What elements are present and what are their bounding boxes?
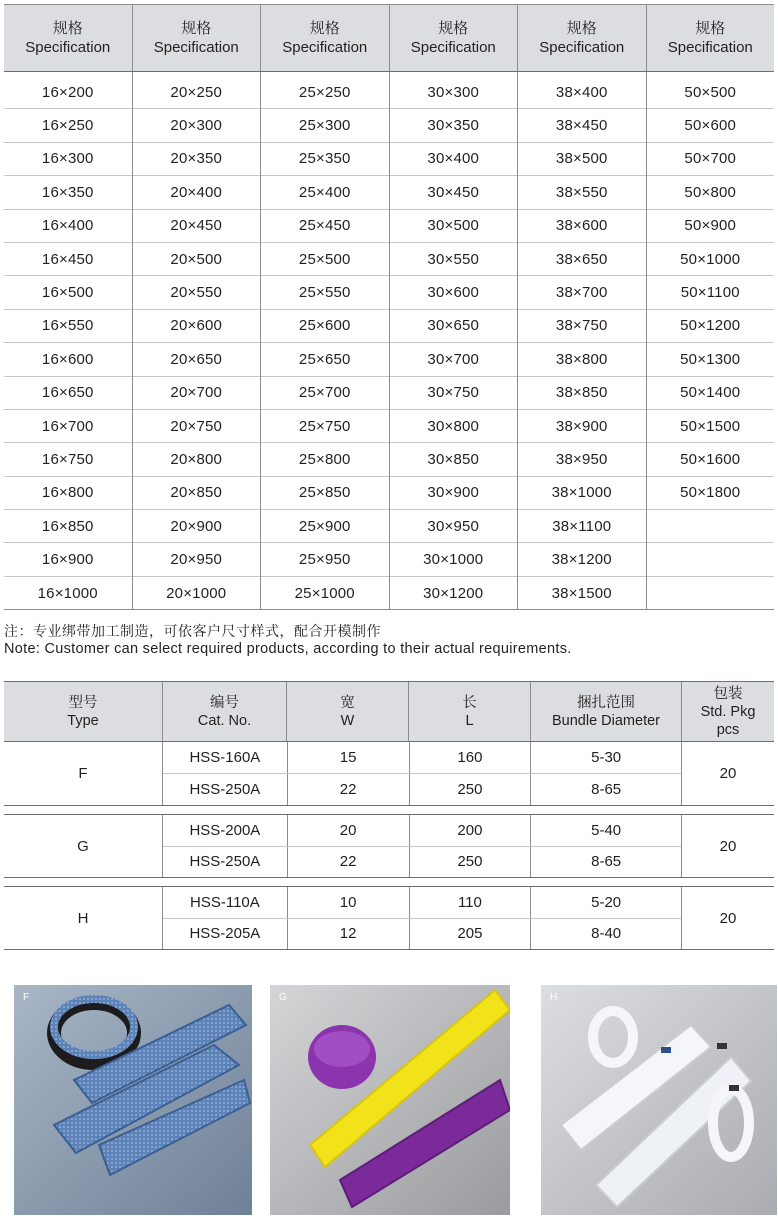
header-type-cn: 型号 [68, 694, 98, 711]
spec-cell: 50×1500 [647, 410, 775, 443]
spec-cell: 50×700 [647, 143, 775, 176]
spec-cell: 25×600 [261, 310, 389, 343]
spec-cell: 38×1100 [518, 510, 646, 543]
header-pkg-en: Std. Pkg [700, 703, 756, 720]
spec-column [132, 72, 261, 610]
spec-cell: 25×550 [261, 276, 389, 309]
cat-no-cell: HSS-250A [189, 781, 261, 798]
header-std-pkg [681, 682, 774, 741]
spec-cell: 30×600 [390, 276, 518, 309]
type-cell: G [77, 837, 89, 855]
cat-no-cell: HSS-160A [189, 749, 261, 766]
std-pkg-cell: 20 [681, 742, 774, 805]
spec-cell: 16×500 [4, 276, 132, 309]
spec-cell: 38×500 [518, 143, 646, 176]
spec-cell: 25×250 [261, 76, 389, 109]
spec-cell: 20×550 [133, 276, 261, 309]
spec-header-cn: 规格 [438, 20, 469, 37]
table-row [163, 815, 681, 846]
spec-cell: 50×500 [647, 76, 775, 109]
spec-cell: 20×1000 [133, 577, 261, 610]
spec-cell: 25×700 [261, 377, 389, 410]
length-cell: 110 [409, 887, 531, 918]
spec-header-cell [132, 5, 261, 71]
product-photo-h [541, 985, 777, 1215]
spec-cell: 20×500 [133, 243, 261, 276]
header-length-cn: 长 [462, 694, 477, 711]
cat-no-cell: HSS-250A [189, 853, 261, 871]
spec-column [646, 72, 775, 610]
spec-cell: 16×850 [4, 510, 132, 543]
cat-no-cell: HSS-110A [190, 893, 260, 911]
spec-cell: 38×700 [518, 276, 646, 309]
header-pkg-unit: pcs [716, 721, 740, 738]
spec-cell: 25×750 [261, 410, 389, 443]
spec-cell: 38×850 [518, 377, 646, 410]
type-cell: H [77, 909, 89, 927]
spec-cell: 30×850 [390, 443, 518, 476]
spec-cell: 30×400 [390, 143, 518, 176]
spec-column [517, 72, 646, 610]
spec-header-cn: 规格 [309, 20, 340, 37]
spec-cell: 20×650 [133, 343, 261, 376]
spec-cell: 50×1800 [647, 477, 775, 510]
photo-h-image [541, 985, 777, 1215]
spec-header-cell [260, 5, 389, 71]
spec-header-en: Specification [282, 39, 368, 56]
spec-cell: 16×400 [4, 210, 132, 243]
product-photo-f [14, 985, 252, 1215]
spec-header-cn: 规格 [52, 20, 83, 37]
width-cell: 20 [287, 815, 409, 846]
specification-table [4, 4, 774, 610]
spec-cell: 50×1200 [647, 310, 775, 343]
spec-header-en: Specification [25, 39, 111, 56]
header-pkg-cn: 包装 [713, 685, 743, 702]
spec-cell: 50×1600 [647, 443, 775, 476]
header-cat-cn: 编号 [210, 694, 239, 711]
spec-cell: 30×500 [390, 210, 518, 243]
spec-cell: 38×450 [518, 109, 646, 142]
spec-cell: 20×700 [133, 377, 261, 410]
spec-column [260, 72, 389, 610]
spec-cell: 38×1000 [518, 477, 646, 510]
spec-header-en: Specification [667, 39, 753, 56]
spec-header-cn: 规格 [695, 20, 726, 37]
spec-cell: 16×200 [4, 76, 132, 109]
bundle-diameter-cell: 8-65 [530, 774, 681, 805]
photo-label-g: G [279, 992, 287, 1003]
spec-cell: 30×350 [390, 109, 518, 142]
spec-cell: 38×550 [518, 176, 646, 209]
photo-g-image [270, 985, 510, 1215]
spec-cell: 25×900 [261, 510, 389, 543]
table-row [163, 773, 681, 805]
bundle-diameter-cell: 5-20 [530, 887, 681, 918]
spec-table-header [4, 4, 774, 72]
type-group-rows [162, 742, 681, 805]
spec-cell: 16×250 [4, 109, 132, 142]
spec-cell: 38×750 [518, 310, 646, 343]
type-table-header [4, 681, 774, 742]
spec-header-en: Specification [153, 39, 239, 56]
spec-cell: 25×300 [261, 109, 389, 142]
header-cat-no [162, 682, 286, 741]
cat-no-cell: HSS-200A [189, 821, 261, 839]
spec-header-cell [389, 5, 518, 71]
spec-cell: 20×600 [133, 310, 261, 343]
spec-cell: 50×900 [647, 210, 775, 243]
spec-cell: 16×750 [4, 443, 132, 476]
table-row [163, 742, 681, 773]
spec-cell: 50×1000 [647, 243, 775, 276]
spec-cell: 30×1000 [390, 543, 518, 576]
spec-cell: 20×450 [133, 210, 261, 243]
spec-cell: 38×900 [518, 410, 646, 443]
spec-cell: 30×700 [390, 343, 518, 376]
spec-cell: 30×300 [390, 76, 518, 109]
std-pkg-cell: 20 [681, 887, 774, 949]
spec-header-cell [4, 5, 132, 71]
spec-cell: 16×450 [4, 243, 132, 276]
photo-f-image [14, 985, 252, 1215]
spec-cell [647, 510, 775, 543]
spec-cell: 20×850 [133, 477, 261, 510]
length-cell: 250 [409, 847, 531, 878]
spec-cell [647, 543, 775, 576]
spec-cell: 30×650 [390, 310, 518, 343]
spec-cell: 38×950 [518, 443, 646, 476]
spec-cell: 25×800 [261, 443, 389, 476]
spec-cell: 16×350 [4, 176, 132, 209]
spec-cell: 20×350 [133, 143, 261, 176]
spec-cell: 38×1200 [518, 543, 646, 576]
spec-cell: 38×650 [518, 243, 646, 276]
spec-column [389, 72, 518, 610]
spec-header-cn: 规格 [566, 20, 597, 37]
spec-cell: 38×400 [518, 76, 646, 109]
cat-no-cell: HSS-205A [189, 925, 261, 943]
spec-cell: 50×600 [647, 109, 775, 142]
spec-header-cell [517, 5, 646, 71]
type-group [4, 814, 774, 878]
spec-cell: 50×1300 [647, 343, 775, 376]
length-cell: 250 [409, 774, 531, 805]
std-pkg-cell: 20 [681, 815, 774, 877]
spec-cell: 16×800 [4, 477, 132, 510]
spec-header-cell [646, 5, 775, 71]
spec-cell: 16×1000 [4, 577, 132, 610]
bundle-diameter-cell: 8-65 [530, 847, 681, 878]
spec-cell: 38×1500 [518, 577, 646, 610]
type-group [4, 742, 774, 806]
length-cell: 200 [409, 815, 531, 846]
type-group-rows [162, 815, 681, 877]
spec-cell: 16×600 [4, 343, 132, 376]
photo-label-h: H [550, 992, 558, 1003]
spec-cell: 20×250 [133, 76, 261, 109]
spec-cell: 20×950 [133, 543, 261, 576]
header-width-en: W [340, 712, 355, 729]
spec-cell: 25×350 [261, 143, 389, 176]
bundle-diameter-cell: 8-40 [530, 919, 681, 950]
header-bundle-en: Bundle Diameter [552, 712, 660, 729]
spec-column [4, 72, 132, 610]
spec-cell: 30×950 [390, 510, 518, 543]
spec-cell: 16×900 [4, 543, 132, 576]
spec-cell: 20×900 [133, 510, 261, 543]
spec-cell: 25×400 [261, 176, 389, 209]
length-cell: 160 [409, 742, 531, 773]
type-table-body [4, 742, 774, 950]
table-row [163, 846, 681, 878]
type-cell: F [78, 765, 88, 782]
width-cell: 12 [287, 919, 409, 950]
header-width-cn: 宽 [340, 694, 355, 711]
spec-cell: 25×850 [261, 477, 389, 510]
spec-cell: 20×750 [133, 410, 261, 443]
type-group [4, 886, 774, 950]
spec-cell: 20×300 [133, 109, 261, 142]
spec-cell: 25×500 [261, 243, 389, 276]
spec-cell [647, 577, 775, 610]
photo-label-f: F [23, 992, 30, 1003]
spec-cell: 30×1200 [390, 577, 518, 610]
header-cat-en: Cat. No. [197, 712, 252, 729]
spec-cell: 30×550 [390, 243, 518, 276]
header-type [4, 682, 162, 741]
header-length [408, 682, 530, 741]
spec-cell: 50×800 [647, 176, 775, 209]
header-length-en: L [465, 712, 474, 729]
width-cell: 22 [287, 847, 409, 878]
table-row [163, 887, 681, 918]
table-row [163, 918, 681, 950]
spec-header-en: Specification [410, 39, 496, 56]
spec-cell: 50×1100 [647, 276, 775, 309]
type-group-rows [162, 887, 681, 949]
header-width [286, 682, 408, 741]
spec-cell: 30×750 [390, 377, 518, 410]
spec-cell: 30×900 [390, 477, 518, 510]
width-cell: 15 [287, 742, 409, 773]
spec-cell: 20×400 [133, 176, 261, 209]
type-table [4, 681, 774, 950]
spec-cell: 50×1400 [647, 377, 775, 410]
spec-cell: 16×300 [4, 143, 132, 176]
spec-cell: 25×650 [261, 343, 389, 376]
spec-cell: 25×1000 [261, 577, 389, 610]
spec-cell: 20×800 [133, 443, 261, 476]
width-cell: 10 [287, 887, 409, 918]
header-type-en: Type [67, 712, 99, 729]
spec-cell: 38×600 [518, 210, 646, 243]
spec-cell: 16×700 [4, 410, 132, 443]
spec-cell: 30×800 [390, 410, 518, 443]
bundle-diameter-cell: 5-40 [530, 815, 681, 846]
spec-cell: 38×800 [518, 343, 646, 376]
spec-cell: 30×450 [390, 176, 518, 209]
spec-header-en: Specification [539, 39, 625, 56]
header-bundle-diameter [530, 682, 681, 741]
width-cell: 22 [287, 774, 409, 805]
spec-cell: 25×950 [261, 543, 389, 576]
note-english: Note: Customer can select required products, according to their actual requirements. [4, 641, 572, 657]
spec-cell: 25×450 [261, 210, 389, 243]
spec-header-cn: 规格 [181, 20, 212, 37]
note-chinese: 注：专业绑带加工制造，可依客户尺寸样式，配合开模制作 [4, 623, 381, 639]
spec-cell: 16×550 [4, 310, 132, 343]
bundle-diameter-cell: 5-30 [530, 742, 681, 773]
product-photo-g [270, 985, 510, 1215]
spec-table-body [4, 72, 774, 610]
spec-cell: 16×650 [4, 377, 132, 410]
length-cell: 205 [409, 919, 531, 950]
header-bundle-cn: 捆扎范围 [577, 694, 635, 711]
